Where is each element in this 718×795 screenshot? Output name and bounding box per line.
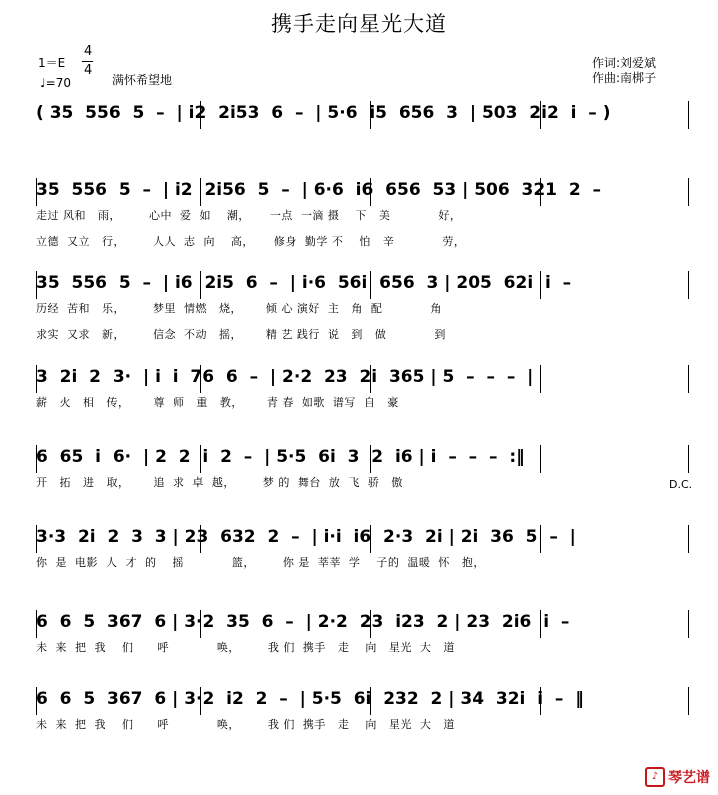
time-signature-bottom: 4: [84, 63, 93, 78]
time-signature-top: 4: [84, 44, 93, 59]
watermark-text: 琴艺谱: [668, 770, 710, 786]
lyric-line: 未 来 把 我 们 呼 唤， 我 们 携手 走 向 星光 大 道: [36, 641, 455, 654]
mood-marking: 满怀希望地: [112, 73, 173, 87]
lyric-line: 开 拓 进 取， 追 求 卓 越， 梦 的 舞台 放 飞 骄 傲: [36, 476, 403, 489]
song-title: 携手走向星光大道: [271, 12, 447, 36]
tempo-marking: ♩=70: [40, 76, 71, 90]
logo-icon: ♪: [645, 767, 665, 787]
notation-row: ( 35 556 5 – | i2 2i53 6 – | 5·6 i5 656 3 | 503 2i2 i – ): [36, 103, 611, 123]
lyric-line: 未 来 把 我 们 呼 唤， 我 们 携手 走 向 星光 大 道: [36, 718, 455, 731]
watermark-logo: [645, 767, 710, 787]
lyric-line: 薪 火 相 传， 尊 师 重 教， 青 春 如歌 谱写 自 豪: [36, 396, 399, 409]
composer-credit: 作曲:南梆子: [592, 71, 657, 85]
lyric-line: 历经 苦和 乐， 梦里 情燃 烧， 倾 心 演好 主 角 配 角: [36, 302, 442, 315]
notation-row: 6 6 5 367 6 | 3·2 35 6 – | 2·2 23 i23 2 | 23 2i6 i –: [36, 612, 570, 632]
notation-row: 3·3 2i 2 3 3 | 23 632 2 – | i·i i6 2·3 2i | 2i 36 5 – |: [36, 527, 576, 547]
key-signature: 1＝E: [38, 56, 66, 70]
notation-row: 6 6 5 367 6 | 3·2 i2 2 – | 5·5 6i 232 2 | 34 32i i – ‖: [36, 689, 584, 709]
notation-row: 6 65 i 6· | 2 2 i 2 – | 5·5 6i 3 2 i6 | i – – – :‖: [36, 447, 525, 467]
notation-row: 3 2i 2 3· | i i 76 6 – | 2·2 23 2i 365 | 5 – – – |: [36, 367, 534, 387]
notation-row: 35 556 5 – | i2 2i56 5 – | 6·6 i6 656 53 | 506 321 2 –: [36, 180, 602, 200]
lyric-line: 你 是 电影 人 才 的 摇 篮， 你 是 莘莘 学 子的 温暖 怀 抱，: [36, 556, 485, 569]
lyric-line: 立德 又立 行， 人人 志 向 高， 修身 勤学 不 怕 辛 劳，: [36, 235, 466, 248]
lyric-line: 走过 风和 雨， 心中 爱 如 潮， 一点 一滴 摄 下 美 好，: [36, 209, 462, 222]
lyricist-credit: 作词:刘爱斌: [592, 56, 657, 70]
lyric-line: 求实 又求 新， 信念 不动 摇， 精 艺 践行 说 到 做 到: [36, 328, 446, 341]
time-signature-line: [82, 61, 93, 62]
notation-row: 35 556 5 – | i6 2i5 6 – | i·6 56i 656 3 | 205 62i i –: [36, 273, 572, 293]
dc-mark: D.C.: [669, 478, 693, 491]
